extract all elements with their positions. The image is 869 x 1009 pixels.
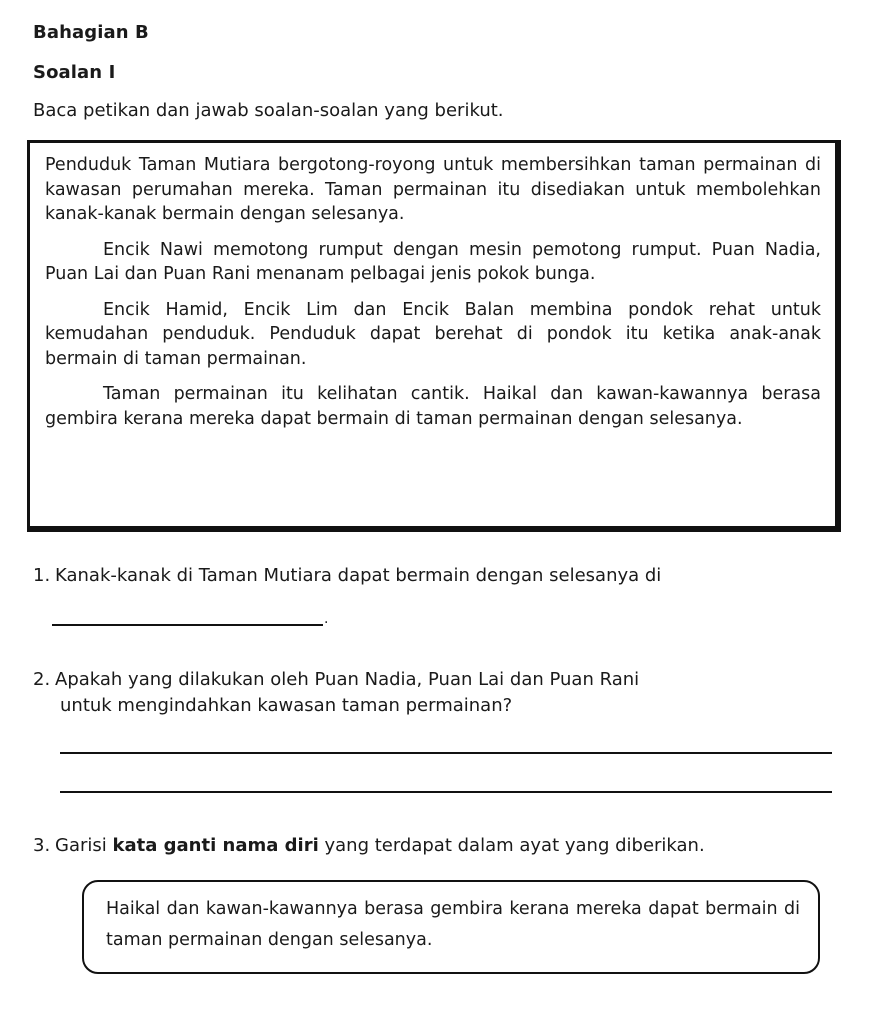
question-3	[33, 833, 833, 859]
question-2-answer-line-2[interactable]	[60, 791, 832, 793]
question-2-answer-line-1[interactable]	[60, 752, 832, 754]
passage-paragraph-3: Encik Hamid, Encik Lim dan Encik Balan membina pondok rehat untuk kemudahan penduduk. Penduduk dapat berehat di pondok itu ketika anak-anak bermain di taman permainan.	[45, 299, 821, 369]
passage-box	[27, 140, 841, 532]
question-3-sentence-box	[82, 880, 820, 974]
question-1-text: Kanak-kanak di Taman Mutiara dapat bermain dengan selesanya di	[55, 565, 662, 586]
instruction-text: Baca petikan dan jawab soalan-soalan yang berikut.	[33, 100, 504, 121]
passage-paragraph-1: Penduduk Taman Mutiara bergotong-royong untuk membersihkan taman permainan di kawasan perumahan mereka. Taman permainan itu disediakan untuk membolehkan kanak-kanak bermain dengan selesanya.	[45, 155, 821, 224]
question-3-number: 3.	[33, 835, 51, 856]
question-2-line-2: untuk mengindahkan kawasan taman permainan?	[60, 695, 513, 716]
question-1-answer-line[interactable]	[52, 624, 323, 626]
passage-paragraph-2: Encik Nawi memotong rumput dengan mesin pemotong rumput. Puan Nadia, Puan Lai dan Puan Rani menanam pelbagai jenis pokok bunga.	[45, 239, 821, 284]
question-3-keyword: kata ganti nama diri	[112, 835, 319, 856]
question-1	[33, 563, 833, 589]
question-1-answer-period: .	[324, 611, 329, 627]
section-heading: Bahagian B	[33, 22, 149, 43]
question-3-sentence[interactable]: Haikal dan kawan-kawannya berasa gembira kerana mereka dapat bermain di taman permainan dengan selesanya.	[106, 899, 800, 950]
question-3-prefix: Garisi	[55, 835, 113, 856]
question-1-number: 1.	[33, 565, 51, 586]
passage-paragraph-4: Taman permainan itu kelihatan cantik. Haikal dan kawan-kawannya berasa gembira kerana mereka dapat bermain di taman permainan dengan selesanya.	[45, 384, 821, 429]
question-3-suffix: yang terdapat dalam ayat yang diberikan.	[318, 835, 705, 856]
question-2	[33, 667, 833, 693]
question-2-number: 2.	[33, 669, 51, 690]
question-2-line-1: Apakah yang dilakukan oleh Puan Nadia, Puan Lai dan Puan Rani	[55, 669, 640, 690]
question-set-heading: Soalan I	[33, 62, 116, 83]
